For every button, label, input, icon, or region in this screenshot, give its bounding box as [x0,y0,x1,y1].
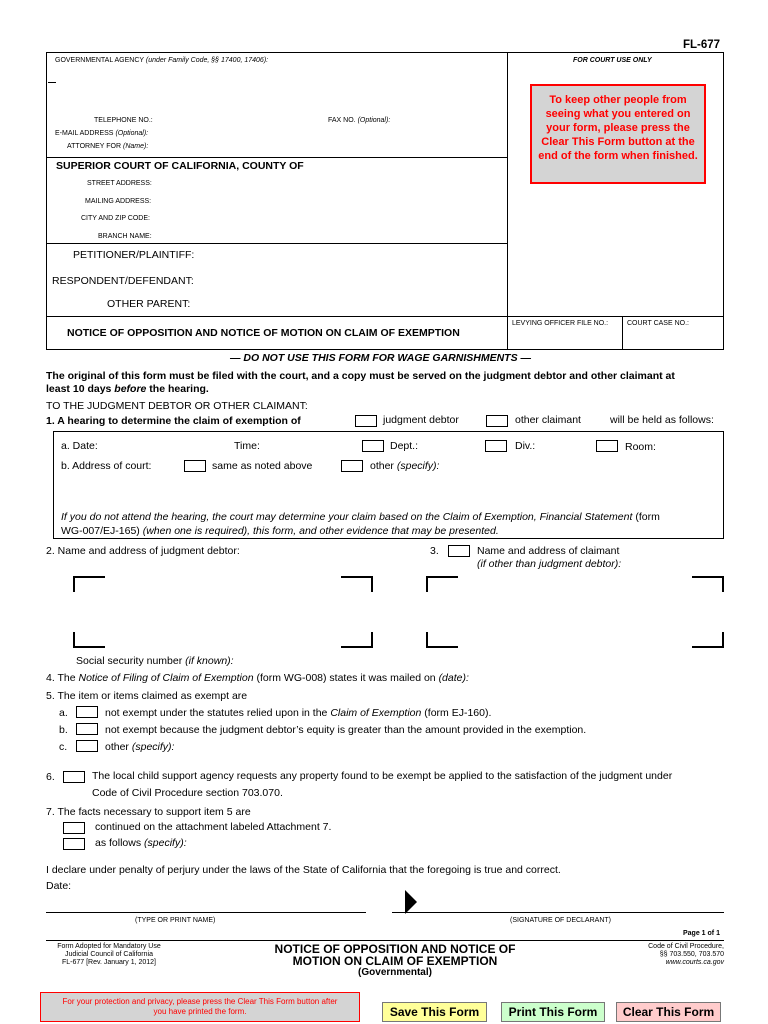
claimant-address-corner-tr [692,576,724,592]
div-checkbox[interactable] [485,440,507,452]
petitioner-label: PETITIONER/PLAINTIFF: [73,249,195,261]
item-5b-letter: b. [59,724,68,736]
court-title: SUPERIOR COURT OF CALIFORNIA, COUNTY OF [56,160,304,172]
item-7a-label: continued on the attachment labeled Attachment 7. [95,821,332,833]
item-2-label: 2. Name and address of judgment debtor: [46,545,240,557]
clear-form-button[interactable]: Clear This Form [616,1002,721,1022]
item-3-number: 3. [430,545,439,557]
same-as-above-label: same as noted above [212,460,313,472]
same-as-above-checkbox[interactable] [184,460,206,472]
adoption-note: Form Adopted for Mandatory Use Judicial Council of California FL-677 [Rev. January 1, 2012] [57,943,161,966]
item-5a-checkbox[interactable] [76,706,98,718]
held-as-follows: will be held as follows: [610,414,714,426]
court-use-label: FOR COURT USE ONLY [573,57,652,64]
attorney-label: ATTORNEY FOR (Name): [67,143,149,150]
item-5c-letter: c. [59,741,68,753]
save-form-button[interactable]: Save This Form [382,1002,487,1022]
court-case-label: COURT CASE NO.: [627,320,689,327]
judgment-debtor-label: judgment debtor [383,414,459,426]
declaration: I declare under penalty of perjury under the laws of the State of California that the foregoing is true and correct. [46,864,561,876]
respondent-label: RESPONDENT/DEFENDANT: [52,275,194,287]
wage-warning: — DO NOT USE THIS FORM FOR WAGE GARNISHMENTS — [230,352,532,364]
item-1-label: 1. A hearing to determine the claim of exemption of [46,415,301,427]
filing-instruction-2: least 10 days before the hearing. [46,383,209,395]
footer-title: NOTICE OF OPPOSITION AND NOTICE OF MOTION ON CLAIM OF EXEMPTION (Governmental) [274,942,516,978]
branch-name-label: BRANCH NAME: [98,233,152,240]
hearing-date-label: a. Date: [61,440,98,452]
fax-label: FAX NO. (Optional): [328,117,391,124]
item-5a-label: not exempt under the statutes relied upon in the Claim of Exemption (form EJ-160). [105,707,492,719]
item-7b-label: as follows (specify): [95,837,187,849]
declaration-date-label: Date: [46,880,72,892]
code-reference: Code of Civil Procedure, §§ 703.550, 703.570 www.courts.ca.gov [648,943,724,966]
room-checkbox[interactable] [596,440,618,452]
city-zip-label: CITY AND ZIP CODE: [81,215,150,222]
other-address-checkbox[interactable] [341,460,363,472]
addressee: TO THE JUDGMENT DEBTOR OR OTHER CLAIMANT: [46,400,308,412]
print-name-line [46,912,366,913]
form-id: FL-677 [683,39,721,51]
signature-line [392,912,724,913]
other-claimant-label: other claimant [515,414,581,426]
item-6-checkbox[interactable] [63,771,85,783]
mailing-address-label: MAILING ADDRESS: [85,198,152,205]
other-parent-label: OTHER PARENT: [107,298,191,310]
print-name-caption: (TYPE OR PRINT NAME) [135,917,216,924]
page-number: Page 1 of 1 [683,930,720,937]
claimant-address-corner-tl [426,576,458,592]
other-claimant-checkbox[interactable] [486,415,508,427]
hearing-time-label: Time: [234,440,260,452]
item-5b-checkbox[interactable] [76,723,98,735]
print-form-button[interactable]: Print This Form [501,1002,605,1022]
claimant-address-corner-br [692,632,724,648]
debtor-address-corner-bl [73,632,105,648]
email-label: E-MAIL ADDRESS (Optional): [55,130,149,137]
privacy-notice: To keep other people from seeing what you entered on your form, please press the Clear This Form button at the end of the form when finished. [530,84,706,184]
room-label: Room: [625,441,656,453]
attend-warning-1: If you do not attend the hearing, the court may determine your claim based on the Claim of Exemption, Financial Statement (form [61,511,660,523]
debtor-address-corner-tr [341,576,373,592]
item-5c-checkbox[interactable] [76,740,98,752]
other-address-label: other (specify): [370,460,440,472]
debtor-address-corner-tl [73,576,105,592]
levying-file-label: LEVYING OFFICER FILE NO.: [512,320,609,327]
signature-arrow-icon [405,890,417,914]
court-address-label: b. Address of court: [61,460,152,472]
footer-divider [46,940,724,941]
item-6-line-1: The local child support agency requests any property found to be exempt be applied to the satisfaction of the judgment under [92,770,673,782]
item-7b-checkbox[interactable] [63,838,85,850]
form-title: NOTICE OF OPPOSITION AND NOTICE OF MOTION ON CLAIM OF EXEMPTION [67,327,460,339]
item-4-label: 4. The Notice of Filing of Claim of Exemption (form WG-008) states it was mailed on (date): [46,672,469,684]
item-5c-label: other (specify): [105,741,175,753]
dept-checkbox[interactable] [362,440,384,452]
item-6-line-2: Code of Civil Procedure section 703.070. [92,787,283,799]
attend-warning-2: WG-007/EJ-165) (when one is required), this form, and other evidence that may be presented. [61,525,499,537]
item-5-label: 5. The item or items claimed as exempt are [46,690,248,702]
claimant-address-corner-bl [426,632,458,648]
item-3-note: (if other than judgment debtor): [477,558,622,570]
telephone-label: TELEPHONE NO.: [94,117,153,124]
item-6-number: 6. [46,771,55,783]
item-7a-checkbox[interactable] [63,822,85,834]
item-3-label: Name and address of claimant [477,545,620,557]
dept-label: Dept.: [390,440,419,452]
signature-caption: (SIGNATURE OF DECLARANT) [510,917,611,924]
item-7-label: 7. The facts necessary to support item 5 are [46,806,251,818]
ssn-label: Social security number (if known): [76,655,234,667]
street-address-label: STREET ADDRESS: [87,180,152,187]
agency-label: GOVERNMENTAL AGENCY (under Family Code, §§ 17400, 17406): [55,57,269,64]
item-5b-label: not exempt because the judgment debtor’s equity is greater than the amount provided in the exemption. [105,724,587,736]
div-label: Div.: [515,440,536,452]
item-5a-letter: a. [59,707,68,719]
claimant-checkbox[interactable] [448,545,470,557]
debtor-address-corner-br [341,632,373,648]
filing-instruction-1: The original of this form must be filed with the court, and a copy must be served on the judgment debtor and other claimant at [46,370,675,382]
privacy-footer-notice: For your protection and privacy, please press the Clear This Form button after you have printed the form. [40,992,360,1022]
judgment-debtor-checkbox[interactable] [355,415,377,427]
